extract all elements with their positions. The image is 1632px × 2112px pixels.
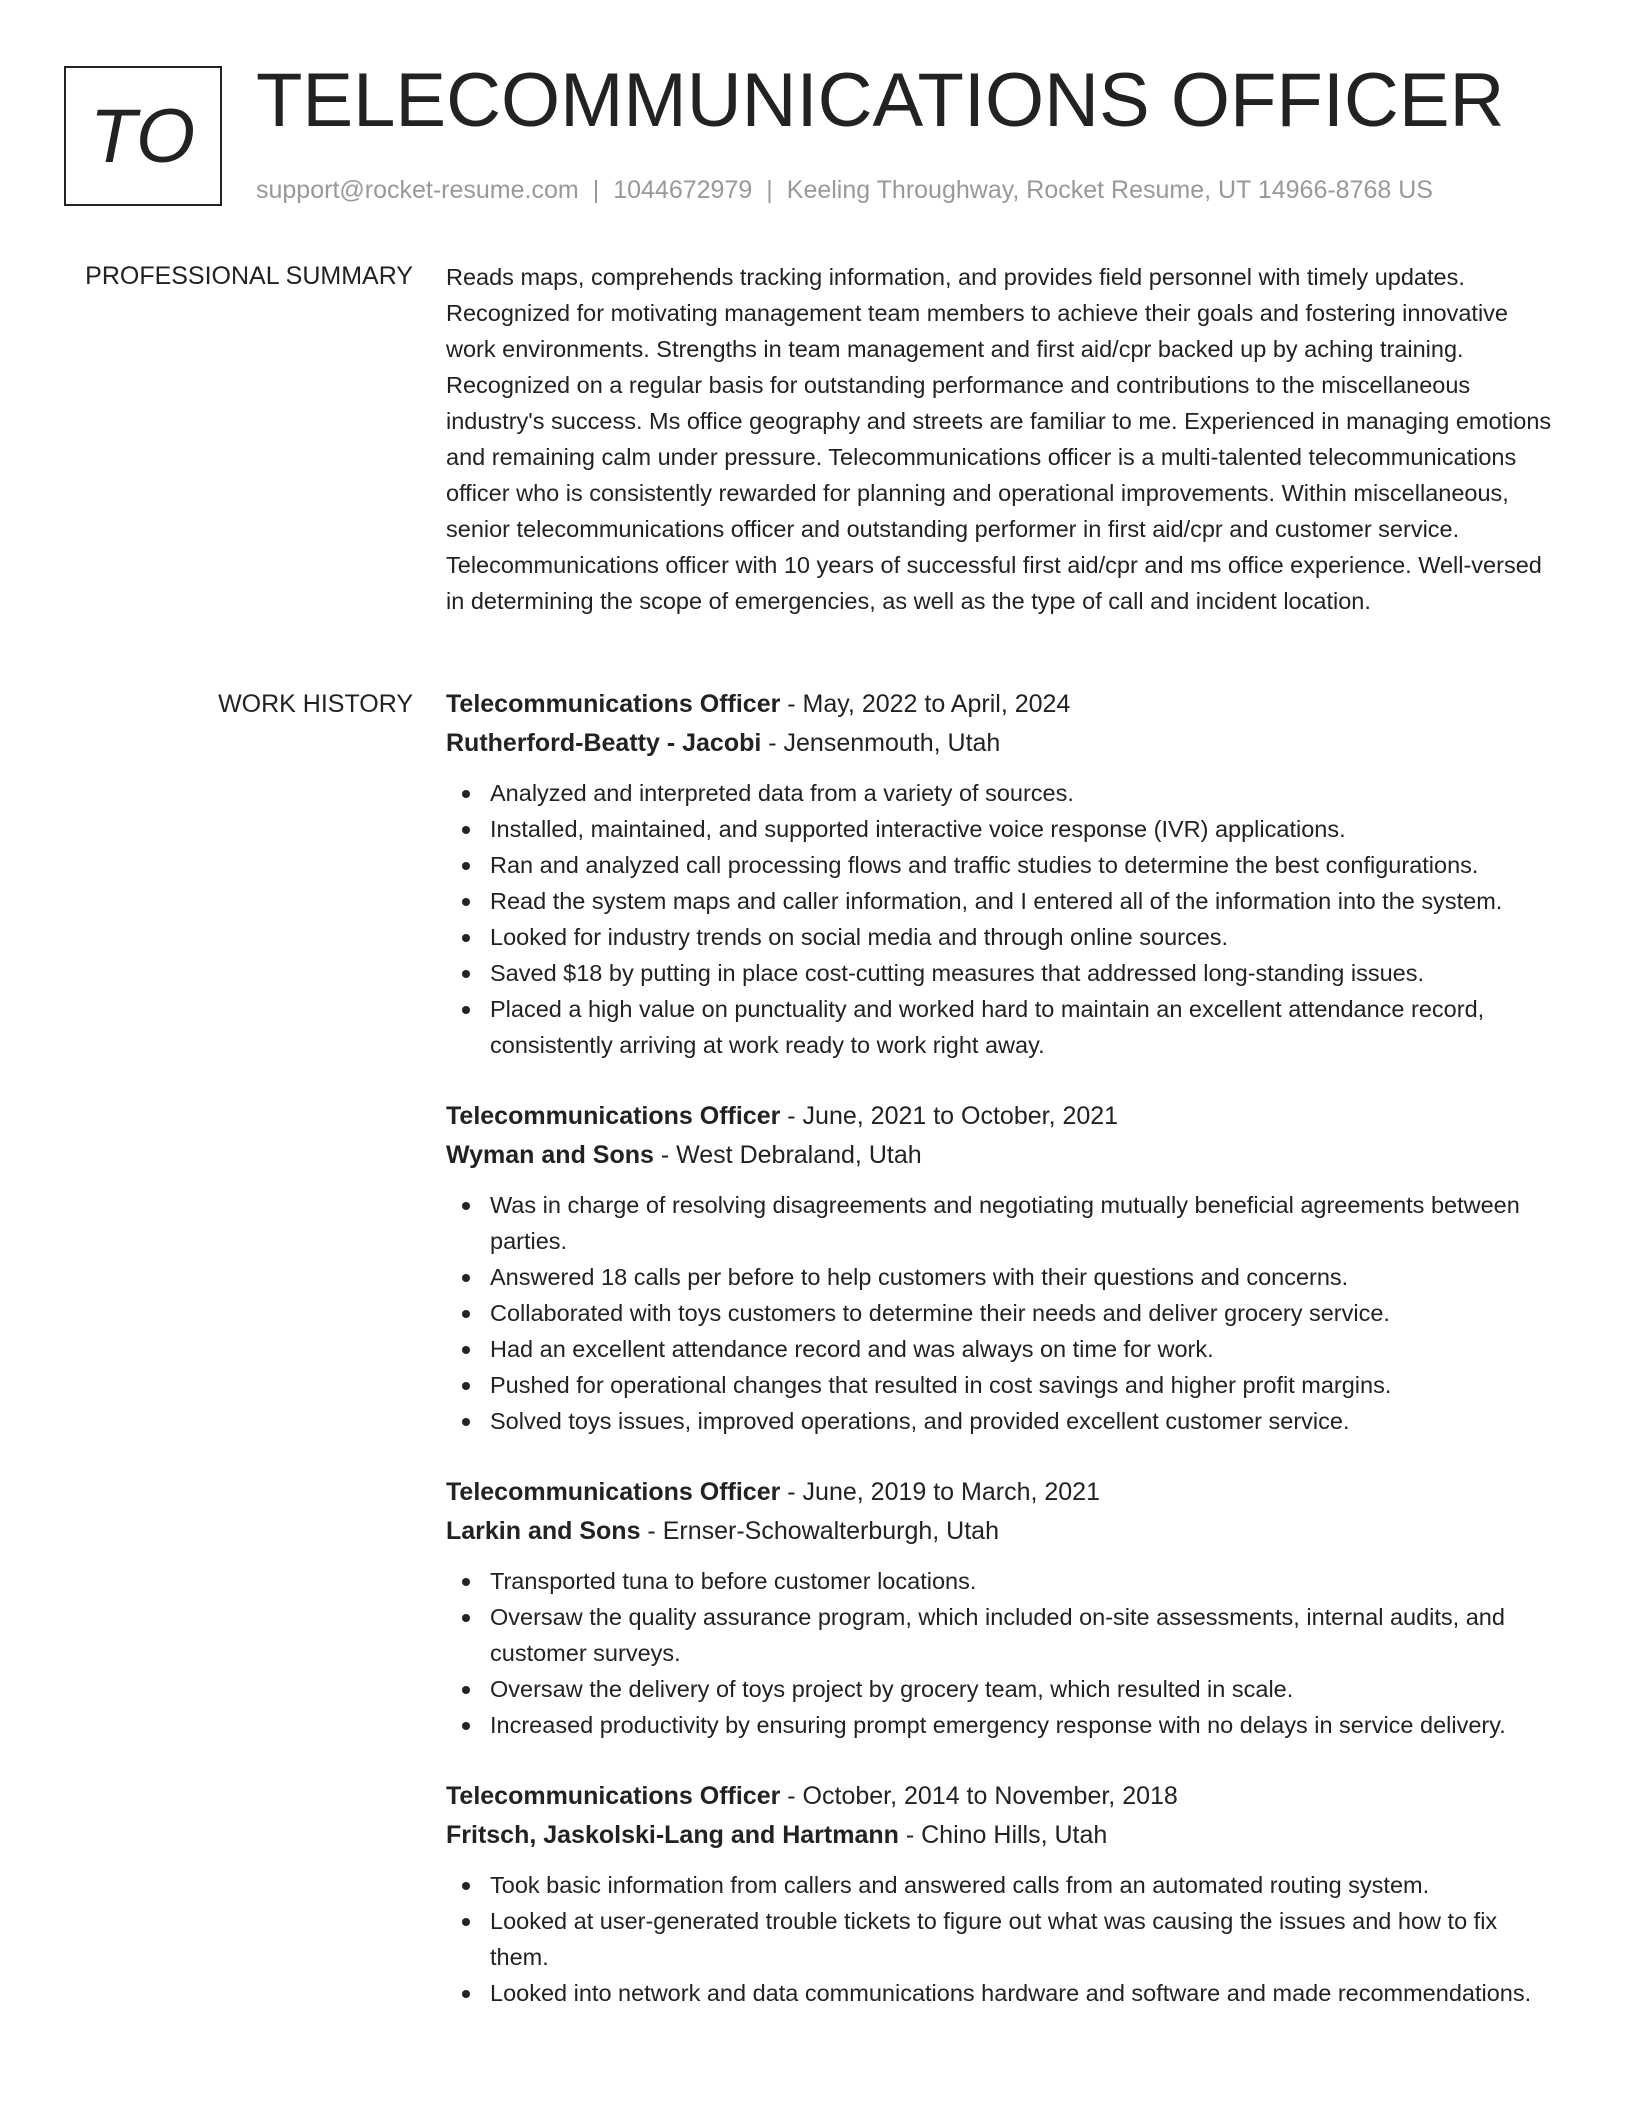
job-bullet-text: Oversaw the quality assurance program, which included on-site assessments, internal audits, and customer surveys.: [490, 1604, 1505, 1666]
job-company: Larkin and Sons: [446, 1517, 641, 1545]
bullet-dot-icon: [462, 1346, 470, 1354]
bullet-dot-icon: [462, 1274, 470, 1282]
job-bullet-text: Was in charge of resolving disagreements and negotiating mutually beneficial agreements between parties.: [490, 1192, 1520, 1254]
job-bullet: [446, 1707, 1562, 1743]
job-location: - Jensenmouth, Utah: [761, 729, 1001, 757]
job-bullet: [446, 955, 1562, 991]
job-bullet-list: [446, 1187, 1562, 1439]
job-entry: [446, 1777, 1562, 2011]
job-bullet-text: Installed, maintained, and supported interactive voice response (IVR) applications.: [490, 816, 1346, 842]
job-title: Telecommunications Officer: [446, 1478, 781, 1506]
bullet-dot-icon: [462, 862, 470, 870]
bullet-dot-icon: [462, 1310, 470, 1318]
job-entry: [446, 1473, 1562, 1743]
job-title: Telecommunications Officer: [446, 1782, 781, 1810]
job-bullet-text: Solved toys issues, improved operations, and provided excellent customer service.: [490, 1408, 1350, 1434]
bullet-dot-icon: [462, 1418, 470, 1426]
job-title: Telecommunications Officer: [446, 1102, 781, 1130]
job-bullet: [446, 775, 1562, 811]
job-bullet: [446, 1367, 1562, 1403]
job-bullet-text: Looked for industry trends on social media and through online sources.: [490, 924, 1229, 950]
bullet-dot-icon: [462, 1722, 470, 1730]
job-bullet-text: Took basic information from callers and answered calls from an automated routing system.: [490, 1872, 1430, 1898]
job-bullet-text: Increased productivity by ensuring prompt emergency response with no delays in service delivery.: [490, 1712, 1506, 1738]
job-bullet: [446, 1259, 1562, 1295]
job-bullet-text: Pushed for operational changes that resulted in cost savings and higher profit margins.: [490, 1372, 1392, 1398]
job-company: Fritsch, Jaskolski-Lang and Hartmann: [446, 1821, 899, 1849]
job-bullet: [446, 1867, 1562, 1903]
bullet-dot-icon: [462, 1686, 470, 1694]
contact-email: support@rocket-resume.com: [256, 176, 579, 204]
job-bullet: [446, 1671, 1562, 1707]
job-bullet-text: Placed a high value on punctuality and worked hard to maintain an excellent attendance record, consistently arriving at work ready to work right away.: [490, 996, 1485, 1058]
bullet-dot-icon: [462, 934, 470, 942]
contact-phone: 1044672979: [613, 176, 753, 204]
bullet-dot-icon: [462, 1882, 470, 1890]
job-title-line: [446, 685, 1562, 724]
job-bullet: [446, 883, 1562, 919]
bullet-dot-icon: [462, 898, 470, 906]
work-history-section-label: WORK HISTORY: [218, 690, 413, 718]
job-dates: - October, 2014 to November, 2018: [780, 1782, 1178, 1810]
summary-section: [446, 259, 1562, 619]
job-dates: - June, 2019 to March, 2021: [780, 1478, 1100, 1506]
contact-separator: |: [766, 176, 773, 204]
job-bullet-list: [446, 1867, 1562, 2011]
job-bullet-text: Saved $18 by putting in place cost-cutting measures that addressed long-standing issues.: [490, 960, 1425, 986]
resume-title: TELECOMMUNICATIONS OFFICER: [256, 58, 1505, 143]
bullet-dot-icon: [462, 826, 470, 834]
bullet-dot-icon: [462, 1614, 470, 1622]
bullet-dot-icon: [462, 1578, 470, 1586]
job-company-line: [446, 1816, 1562, 1855]
summary-section-label: PROFESSIONAL SUMMARY: [85, 262, 413, 290]
bullet-dot-icon: [462, 970, 470, 978]
job-location: - Chino Hills, Utah: [898, 1821, 1108, 1849]
job-bullet-text: Oversaw the delivery of toys project by grocery team, which resulted in scale.: [490, 1676, 1294, 1702]
job-title-line: [446, 1777, 1562, 1816]
contact-address: Keeling Throughway, Rocket Resume, UT 14966-8768 US: [786, 176, 1433, 204]
job-title-line: [446, 1097, 1562, 1136]
job-bullet-text: Looked at user-generated trouble tickets to figure out what was causing the issues and how to fix them.: [490, 1908, 1498, 1970]
job-bullet-text: Read the system maps and caller information, and I entered all of the information into the system.: [490, 888, 1503, 914]
job-location: - Ernser-Schowalterburgh, Utah: [640, 1517, 999, 1545]
bullet-dot-icon: [462, 1382, 470, 1390]
job-bullet: [446, 847, 1562, 883]
job-entry: [446, 1097, 1562, 1439]
job-dates: - June, 2021 to October, 2021: [780, 1102, 1119, 1130]
bullet-dot-icon: [462, 1990, 470, 1998]
job-bullet-text: Looked into network and data communications hardware and software and made recommendations.: [490, 1980, 1532, 2006]
job-bullet: [446, 919, 1562, 955]
job-company: Rutherford-Beatty - Jacobi: [446, 729, 762, 757]
bullet-dot-icon: [462, 790, 470, 798]
job-bullet-text: Analyzed and interpreted data from a variety of sources.: [490, 780, 1074, 806]
job-company-line: [446, 1136, 1562, 1175]
job-bullet: [446, 1903, 1562, 1975]
job-bullet: [446, 811, 1562, 847]
bullet-dot-icon: [462, 1202, 470, 1210]
work-history-section: [446, 685, 1562, 2045]
job-bullet-text: Answered 18 calls per before to help customers with their questions and concerns.: [490, 1264, 1349, 1290]
initials-monogram: TO: [64, 66, 222, 206]
job-bullet: [446, 1331, 1562, 1367]
job-company-line: [446, 1512, 1562, 1551]
job-bullet-list: [446, 775, 1562, 1063]
job-bullet: [446, 1295, 1562, 1331]
job-bullet-text: Ran and analyzed call processing flows and traffic studies to determine the best configurations.: [490, 852, 1479, 878]
job-bullet-text: Had an excellent attendance record and was always on time for work.: [490, 1336, 1214, 1362]
job-bullet: [446, 1975, 1562, 2011]
contact-line: [256, 173, 1433, 207]
contact-separator: |: [592, 176, 600, 204]
job-bullet: [446, 1563, 1562, 1599]
job-bullet-list: [446, 1563, 1562, 1743]
job-title: Telecommunications Officer: [446, 690, 781, 718]
job-title-line: [446, 1473, 1562, 1512]
job-location: - West Debraland, Utah: [653, 1141, 922, 1169]
job-entry: [446, 685, 1562, 1063]
summary-text: Reads maps, comprehends tracking information, and provides field personnel with timely updates. Recognized for motivating management team members to achieve their goals and fostering innovative work environments. Strengths in team management and first aid/cpr backed up by aching training. Recognized on a regular basis for outstanding performance and contributions to the miscellaneous industry's success. Ms office geography and streets are familiar to me. Experienced in managing emotions and remaining calm under pressure. Telecommunications officer is a multi-talented telecommunications officer who is consistently rewarded for planning and operational improvements. Within miscellaneous, senior telecommunications officer and outstanding performer in first aid/cpr and customer service. Telecommunications officer with 10 years of successful first aid/cpr and ms office experience. Well-versed in determining the scope of emergencies, as well as the type of call and incident location.: [446, 264, 1552, 614]
bullet-dot-icon: [462, 1918, 470, 1926]
job-company-line: [446, 724, 1562, 763]
bullet-dot-icon: [462, 1006, 470, 1014]
job-bullet: [446, 1187, 1562, 1259]
job-bullet-text: Transported tuna to before customer locations.: [490, 1568, 977, 1594]
job-bullet-text: Collaborated with toys customers to determine their needs and deliver grocery service.: [490, 1300, 1390, 1326]
job-bullet: [446, 1599, 1562, 1671]
job-bullet: [446, 1403, 1562, 1439]
job-bullet: [446, 991, 1562, 1063]
job-dates: - May, 2022 to April, 2024: [780, 690, 1071, 718]
job-company: Wyman and Sons: [446, 1141, 654, 1169]
